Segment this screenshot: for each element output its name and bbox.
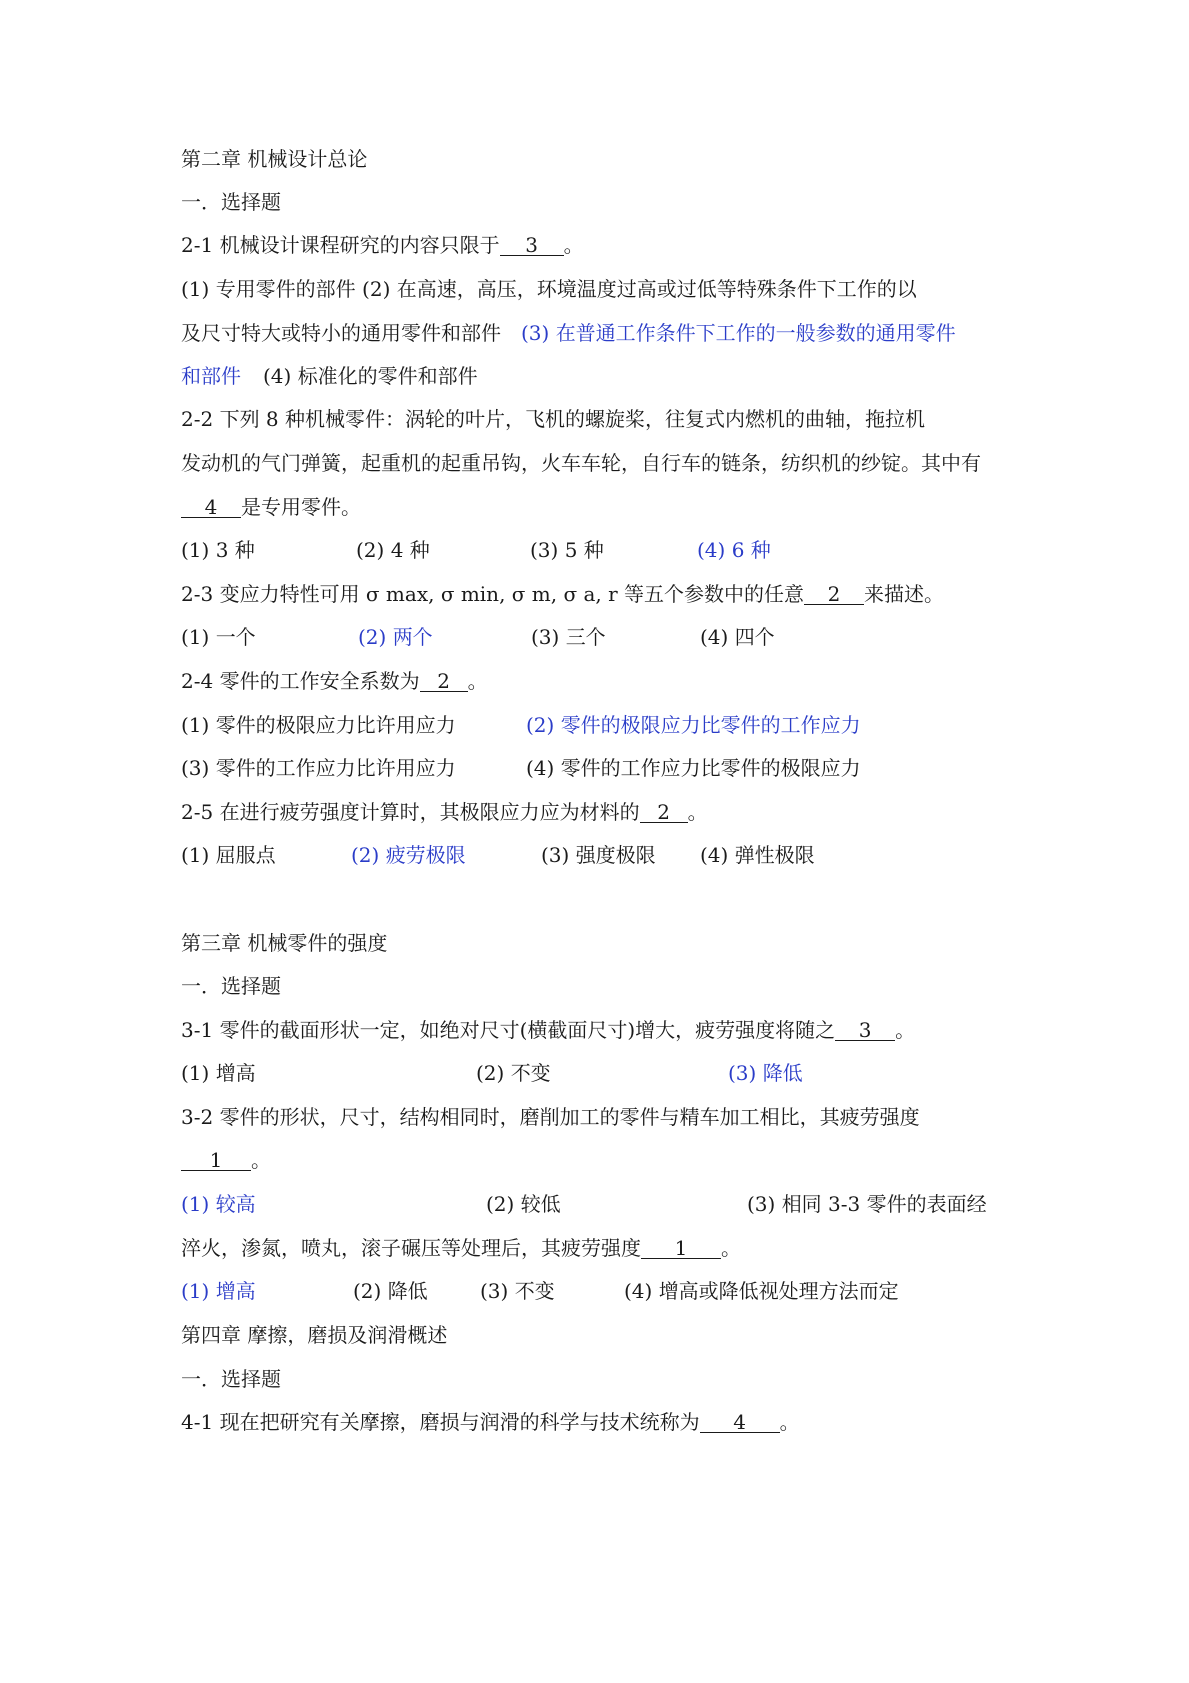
question-suffix: 。 <box>467 669 488 693</box>
question-3-2-options <box>181 1191 1041 1217</box>
question-2-2-line-1: 2-2 下列 8 种机械零件：涡轮的叶片，飞机的螺旋桨，往复式内燃机的曲轴，拖拉机 <box>181 407 926 431</box>
option-3-correct: (3) 降低 <box>728 1061 803 1085</box>
option-4: (4) 四个 <box>700 625 775 649</box>
option-1: (1) 增高 <box>181 1061 256 1085</box>
correct-option-continued: 和部件 <box>181 364 241 388</box>
question-2-1-options-line-1: (1) 专用零件的部件 (2) 在高速，高压，环境温度过高或过低等特殊条件下工作的以 <box>181 277 917 301</box>
correct-option: (3) 在普通工作条件下工作的一般参数的通用零件 <box>521 321 956 345</box>
option-1-correct: (1) 增高 <box>181 1279 256 1303</box>
option-1: (1) 零件的极限应力比许用应力 <box>181 713 456 737</box>
chapter-2-section: 一．选择题 <box>181 190 281 214</box>
question-2-4 <box>181 668 488 694</box>
question-text: 3-1 零件的截面形状一定，如绝对尺寸(横截面尺寸)增大，疲劳强度将随之 <box>181 1018 836 1042</box>
question-2-2-line-2: 发动机的气门弹簧，起重机的起重吊钩，火车车轮，自行车的链条，纺织机的纱锭。其中有 <box>181 451 981 475</box>
option-2: (2) 较低 <box>486 1192 561 1216</box>
answer-blank: 3 <box>835 1020 895 1041</box>
question-4-1 <box>181 1409 800 1435</box>
question-2-1-options-line-2 <box>181 320 956 346</box>
question-2-3 <box>181 581 944 607</box>
option-4: (4) 弹性极限 <box>700 843 815 867</box>
option-2-correct: (2) 两个 <box>358 625 433 649</box>
chapter-4-section: 一．选择题 <box>181 1367 281 1391</box>
answer-blank: 2 <box>804 584 864 605</box>
chapter-3-title: 第三章 机械零件的强度 <box>181 931 388 955</box>
question-suffix: 。 <box>563 233 584 257</box>
question-2-3-options <box>181 624 1041 650</box>
option-3: (3) 不变 <box>480 1279 555 1303</box>
question-2-1 <box>181 232 584 258</box>
question-suffix: 是专用零件。 <box>241 495 361 519</box>
question-2-5-options <box>181 842 1041 868</box>
question-3-1-options <box>181 1060 1041 1086</box>
question-suffix: 。 <box>721 1236 741 1260</box>
question-text: 2-3 变应力特性可用 σ max, σ min, σ m, σ a, r 等五个参数中的任意 <box>181 582 805 606</box>
question-3-2-line-2 <box>181 1147 271 1173</box>
option-text: 及尺寸特大或特小的通用零件和部件 <box>181 321 501 345</box>
option-text: (4) 标准化的零件和部件 <box>263 364 478 388</box>
question-suffix: 。 <box>687 800 708 824</box>
question-2-2-line-3 <box>181 494 361 520</box>
chapter-2-title: 第二章 机械设计总论 <box>181 147 368 171</box>
option-2-correct: (2) 疲劳极限 <box>351 843 466 867</box>
question-2-2-options <box>181 537 1041 563</box>
question-2-4-options-row-2 <box>181 755 1041 781</box>
answer-blank: 1 <box>641 1238 721 1259</box>
answer-blank: 3 <box>500 235 564 256</box>
question-text: 2-5 在进行疲劳强度计算时，其极限应力应为材料的 <box>181 800 640 824</box>
question-3-1 <box>181 1017 915 1043</box>
chapter-4-title: 第四章 摩擦，磨损及润滑概述 <box>181 1323 448 1347</box>
answer-blank: 2 <box>640 802 688 823</box>
chapter-3-section: 一．选择题 <box>181 974 281 998</box>
question-3-2-line-1: 3-2 零件的形状，尺寸，结构相同时，磨削加工的零件与精车加工相比，其疲劳强度 <box>181 1105 920 1129</box>
option-3: (3) 5 种 <box>530 538 604 562</box>
option-1: (1) 一个 <box>181 625 256 649</box>
option-2: (2) 4 种 <box>356 538 430 562</box>
option-1-correct: (1) 较高 <box>181 1192 256 1216</box>
option-2-correct: (2) 零件的极限应力比零件的工作应力 <box>526 713 861 737</box>
question-text: 2-1 机械设计课程研究的内容只限于 <box>181 233 500 257</box>
answer-blank: 1 <box>181 1150 251 1171</box>
question-2-4-options-row-1 <box>181 712 1041 738</box>
question-3-3-options <box>181 1278 1041 1304</box>
answer-blank: 4 <box>700 1412 780 1433</box>
question-suffix: 。 <box>779 1410 800 1434</box>
option-1: (1) 屈服点 <box>181 843 276 867</box>
question-3-3 <box>181 1235 741 1261</box>
option-4: (4) 增高或降低视处理方法而定 <box>624 1279 899 1303</box>
option-3: (3) 零件的工作应力比许用应力 <box>181 756 456 780</box>
option-2: (2) 降低 <box>353 1279 428 1303</box>
question-text: 2-4 零件的工作安全系数为 <box>181 669 420 693</box>
option-4: (4) 零件的工作应力比零件的极限应力 <box>526 756 861 780</box>
option-2: (2) 不变 <box>476 1061 551 1085</box>
option-3: (3) 三个 <box>531 625 606 649</box>
question-2-1-options-line-3 <box>181 363 478 389</box>
option-3: (3) 相同 3-3 零件的表面经 <box>747 1192 987 1216</box>
answer-blank: 4 <box>181 497 241 518</box>
question-text: 淬火，渗氮，喷丸，滚子碾压等处理后，其疲劳强度 <box>181 1236 641 1260</box>
question-suffix: 。 <box>251 1148 271 1172</box>
question-suffix: 来描述。 <box>864 582 945 606</box>
option-4-correct: (4) 6 种 <box>697 538 771 562</box>
question-text: 4-1 现在把研究有关摩擦，磨损与润滑的科学与技术统称为 <box>181 1410 700 1434</box>
question-2-5 <box>181 799 708 825</box>
answer-blank: 2 <box>420 671 468 692</box>
option-3: (3) 强度极限 <box>541 843 656 867</box>
question-suffix: 。 <box>895 1018 916 1042</box>
option-1: (1) 3 种 <box>181 538 255 562</box>
